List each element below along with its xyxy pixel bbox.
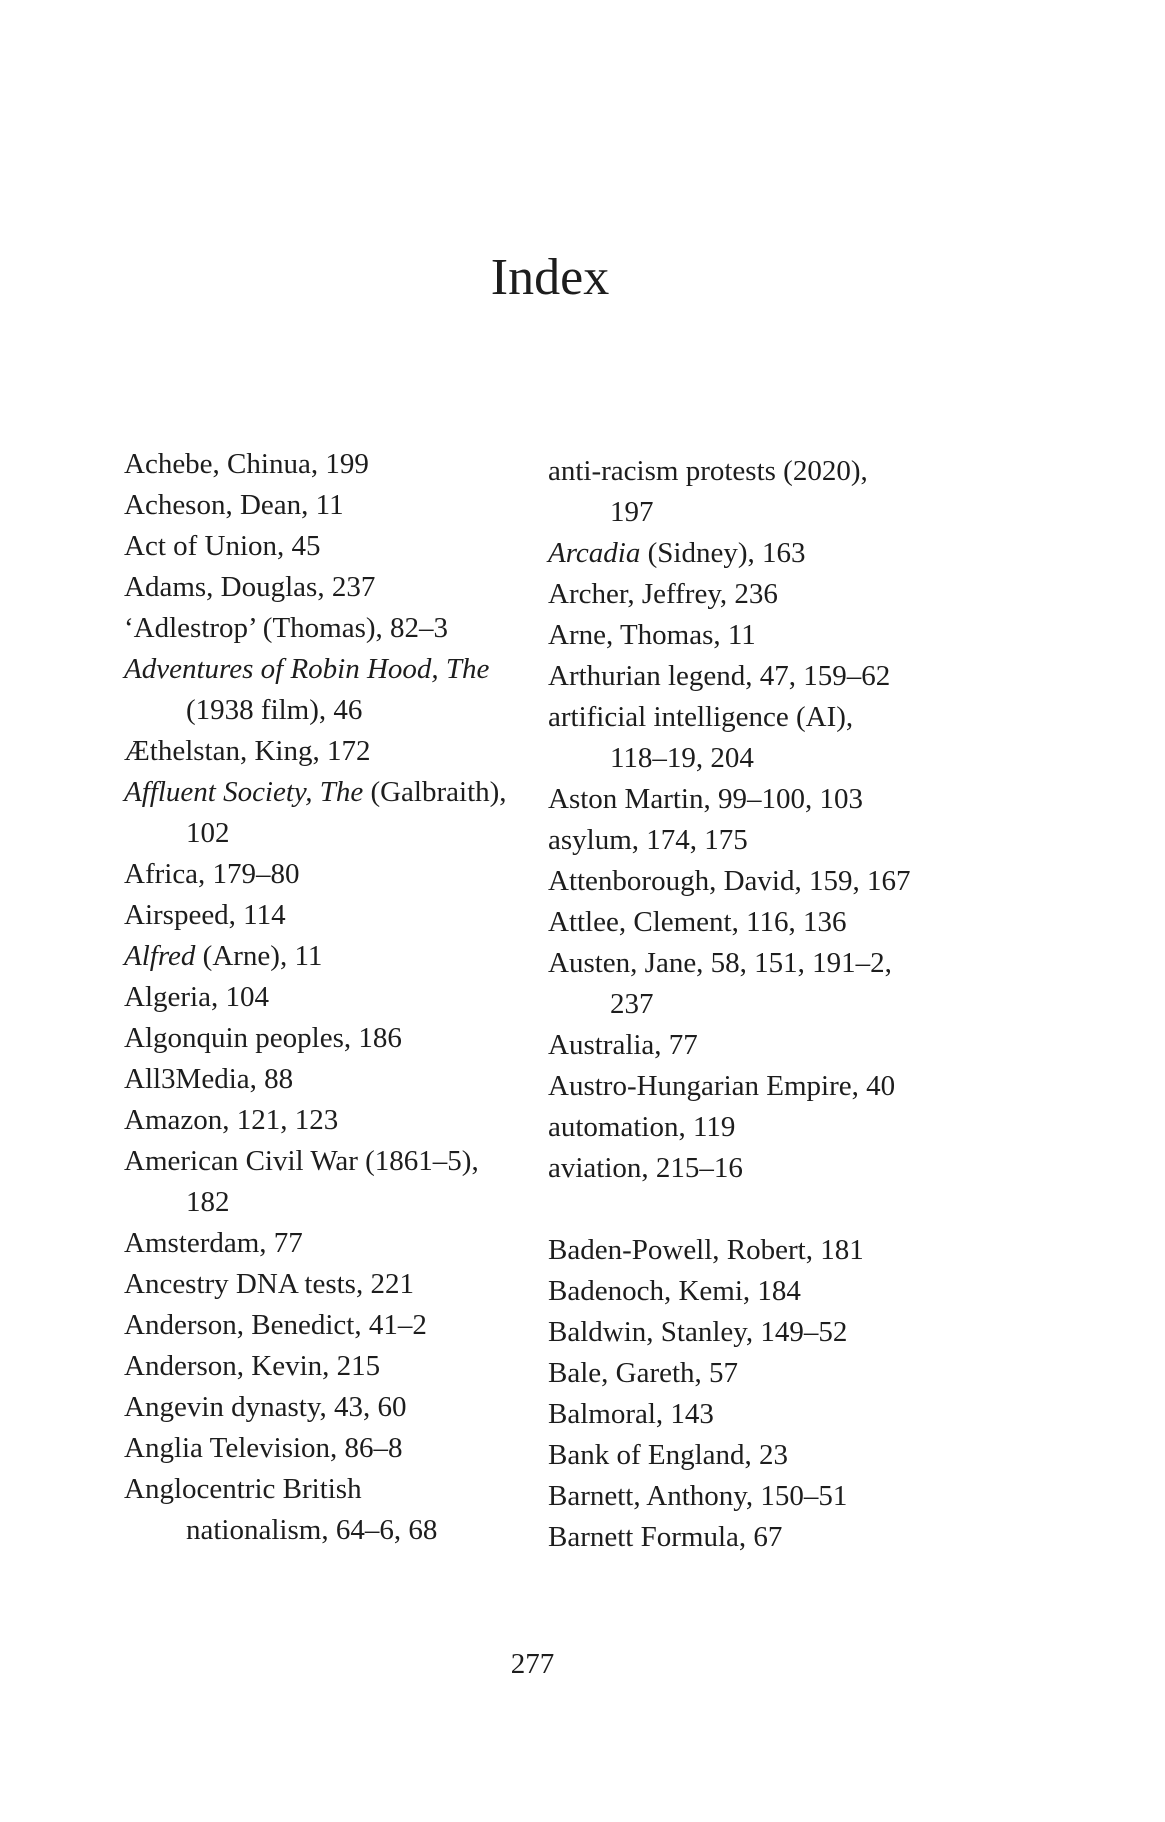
index-entry-text: Arne, Thomas, 11	[548, 619, 756, 651]
index-entry-text: nationalism, 64–6, 68	[186, 1514, 438, 1546]
index-entry	[124, 1428, 544, 1469]
index-entry-line	[548, 1312, 988, 1353]
index-entry-line	[124, 1141, 544, 1182]
index-entry	[124, 772, 544, 854]
index-entry-line	[124, 526, 544, 567]
index-entry-continuation	[548, 738, 988, 779]
index-entry-title-italic: Alfred	[124, 940, 196, 972]
index-entry-line	[124, 444, 544, 485]
index-entry-text: Baden-Powell, Robert, 181	[548, 1234, 864, 1266]
index-entry	[124, 895, 544, 936]
index-entry-text: Barnett Formula, 67	[548, 1521, 783, 1553]
index-entry	[548, 1230, 988, 1271]
index-entry-text: Australia, 77	[548, 1029, 698, 1061]
index-letter-group	[548, 451, 988, 1189]
index-entry-line	[548, 1353, 988, 1394]
index-entry	[124, 649, 544, 731]
index-entry-line	[124, 649, 544, 690]
index-entry-text: Aston Martin, 99–100, 103	[548, 783, 863, 815]
index-entry	[124, 526, 544, 567]
index-entry	[124, 1223, 544, 1264]
index-entry	[548, 656, 988, 697]
index-entry-text: Attenborough, David, 159, 167	[548, 865, 911, 897]
index-entry-line	[548, 1107, 988, 1148]
index-entry-text: ‘Adlestrop’ (Thomas), 82–3	[124, 612, 449, 644]
index-entry-line	[124, 1428, 544, 1469]
index-entry-text: Airspeed, 114	[124, 899, 286, 931]
index-entry-line	[124, 895, 544, 936]
index-entry-line	[548, 820, 988, 861]
index-entry-line	[124, 1387, 544, 1428]
index-entry-line	[548, 902, 988, 943]
index-letter-group	[124, 444, 544, 1551]
index-entry-line	[548, 1148, 988, 1189]
index-entry-text: Arthurian legend, 47, 159–62	[548, 660, 891, 692]
index-entry-text: Algeria, 104	[124, 981, 269, 1013]
index-entry	[124, 936, 544, 977]
index-entry-text: Austen, Jane, 58, 151, 191–2,	[548, 947, 892, 979]
index-entry-line	[124, 731, 544, 772]
index-entry-line	[548, 656, 988, 697]
index-entry-line	[548, 1025, 988, 1066]
index-entry-line	[124, 1264, 544, 1305]
index-entry-line	[548, 1394, 988, 1435]
index-entry-line	[548, 451, 988, 492]
index-entry	[548, 902, 988, 943]
index-entry-text: aviation, 215–16	[548, 1152, 743, 1184]
index-entry-line	[124, 608, 544, 649]
index-entry-text: (Sidney), 163	[640, 537, 806, 569]
index-entry-continuation	[124, 690, 544, 731]
index-entry	[548, 1025, 988, 1066]
index-entry	[548, 615, 988, 656]
index-entry-text: Amazon, 121, 123	[124, 1104, 339, 1136]
index-entry-text: artificial intelligence (AI),	[548, 701, 854, 733]
index-entry-text: Bale, Gareth, 57	[548, 1357, 739, 1389]
index-entry	[124, 1305, 544, 1346]
index-entry	[548, 943, 988, 1025]
index-entry-line	[124, 1018, 544, 1059]
index-entry	[548, 1435, 988, 1476]
index-column-left	[124, 444, 544, 1551]
index-entry	[548, 1066, 988, 1107]
index-entry-text: Anderson, Kevin, 215	[124, 1350, 381, 1382]
index-entry-text: Bank of England, 23	[548, 1439, 789, 1471]
index-entry-text: (Galbraith),	[363, 776, 507, 808]
index-entry-line	[124, 977, 544, 1018]
index-entry	[548, 451, 988, 533]
index-entry	[124, 608, 544, 649]
index-entry-text: Africa, 179–80	[124, 858, 300, 890]
index-entry	[124, 444, 544, 485]
index-entry-text: Anglia Television, 86–8	[124, 1432, 403, 1464]
index-entry-continuation	[124, 1510, 544, 1551]
index-entry-text: anti-racism protests (2020),	[548, 455, 868, 487]
index-entry-line	[124, 1305, 544, 1346]
index-entry-line	[124, 567, 544, 608]
page-number: 277	[510, 1648, 555, 1680]
index-entry-text: 237	[610, 988, 654, 1020]
index-entry	[548, 574, 988, 615]
index-entry	[124, 567, 544, 608]
index-entry-line	[548, 1517, 988, 1558]
index-entry	[124, 1018, 544, 1059]
index-entry	[124, 1059, 544, 1100]
index-entry-text: Acheson, Dean, 11	[124, 489, 344, 521]
index-entry-text: Baldwin, Stanley, 149–52	[548, 1316, 848, 1348]
index-entry-text: asylum, 174, 175	[548, 824, 748, 856]
index-entry-text: Adams, Douglas, 237	[124, 571, 376, 603]
index-entry-line	[124, 1469, 544, 1510]
index-entry-text: Badenoch, Kemi, 184	[548, 1275, 801, 1307]
index-entry-line	[548, 1230, 988, 1271]
index-entry-text: Austro-Hungarian Empire, 40	[548, 1070, 896, 1102]
index-entry-line	[548, 1271, 988, 1312]
index-entry	[548, 861, 988, 902]
index-entry	[548, 1148, 988, 1189]
index-entry-line	[124, 1346, 544, 1387]
index-entry	[124, 1469, 544, 1551]
index-entry-line	[124, 1223, 544, 1264]
index-entry-text: Anderson, Benedict, 41–2	[124, 1309, 427, 1341]
index-entry-text: American Civil War (1861–5),	[124, 1145, 479, 1177]
index-entry	[124, 1100, 544, 1141]
index-entry-text: Æthelstan, King, 172	[124, 735, 371, 767]
index-entry	[124, 1141, 544, 1223]
index-entry-text: Angevin dynasty, 43, 60	[124, 1391, 407, 1423]
index-entry	[548, 1271, 988, 1312]
index-entry-text: Achebe, Chinua, 199	[124, 448, 369, 480]
index-entry-text: 118–19, 204	[610, 742, 754, 774]
index-entry-text: 197	[610, 496, 654, 528]
index-entry-line	[548, 1066, 988, 1107]
index-entry-line	[548, 574, 988, 615]
index-entry-line	[548, 943, 988, 984]
index-entry	[124, 485, 544, 526]
index-entry-title-italic: Arcadia	[548, 537, 641, 569]
index-entry-text: 182	[186, 1186, 230, 1218]
page-title: Index	[490, 249, 610, 306]
index-entry-continuation	[548, 984, 988, 1025]
index-entry-text: All3Media, 88	[124, 1063, 294, 1095]
index-entry-text: Anglocentric British	[124, 1473, 362, 1505]
index-entry-line	[124, 772, 544, 813]
index-entry-text: Algonquin peoples, 186	[124, 1022, 402, 1054]
index-entry-continuation	[124, 1182, 544, 1223]
index-entry-line	[124, 936, 544, 977]
index-entry-text: Archer, Jeffrey, 236	[548, 578, 778, 610]
index-entry	[548, 1476, 988, 1517]
index-entry	[548, 1107, 988, 1148]
index-entry-text: Ancestry DNA tests, 221	[124, 1268, 414, 1300]
index-entry-line	[124, 1100, 544, 1141]
index-entry	[548, 1312, 988, 1353]
index-entry	[124, 1387, 544, 1428]
index-entry	[124, 977, 544, 1018]
index-entry	[124, 731, 544, 772]
index-entry	[548, 697, 988, 779]
index-entry-line	[548, 861, 988, 902]
index-entry-text: (Arne), 11	[195, 940, 323, 972]
index-entry-text: Act of Union, 45	[124, 530, 321, 562]
index-entry-title-italic: Adventures of Robin Hood, The	[124, 653, 490, 685]
index-entry-line	[548, 1476, 988, 1517]
index-entry	[548, 1394, 988, 1435]
index-entry-text: (1938 film), 46	[186, 694, 363, 726]
index-column-right	[548, 451, 988, 1558]
index-entry-line	[124, 854, 544, 895]
index-entry-line	[548, 697, 988, 738]
index-entry-line	[124, 485, 544, 526]
index-entry-text: automation, 119	[548, 1111, 736, 1143]
index-entry	[548, 533, 988, 574]
index-entry-continuation	[124, 813, 544, 854]
index-entry-text: Attlee, Clement, 116, 136	[548, 906, 847, 938]
index-entry	[124, 1346, 544, 1387]
index-entry	[548, 820, 988, 861]
index-entry	[548, 1353, 988, 1394]
index-entry-line	[548, 1435, 988, 1476]
index-entry	[548, 779, 988, 820]
index-entry-text: Balmoral, 143	[548, 1398, 714, 1430]
index-entry	[548, 1517, 988, 1558]
index-entry-line	[124, 1059, 544, 1100]
index-letter-group	[548, 1230, 988, 1558]
index-entry-continuation	[548, 492, 988, 533]
index-entry-title-italic: Affluent Society, The	[124, 776, 364, 808]
index-entry	[124, 1264, 544, 1305]
index-entry-text: Amsterdam, 77	[124, 1227, 303, 1259]
index-entry	[124, 854, 544, 895]
index-entry-text: 102	[186, 817, 230, 849]
index-entry-line	[548, 615, 988, 656]
index-entry-line	[548, 779, 988, 820]
index-entry-text: Barnett, Anthony, 150–51	[548, 1480, 848, 1512]
index-entry-line	[548, 533, 988, 574]
